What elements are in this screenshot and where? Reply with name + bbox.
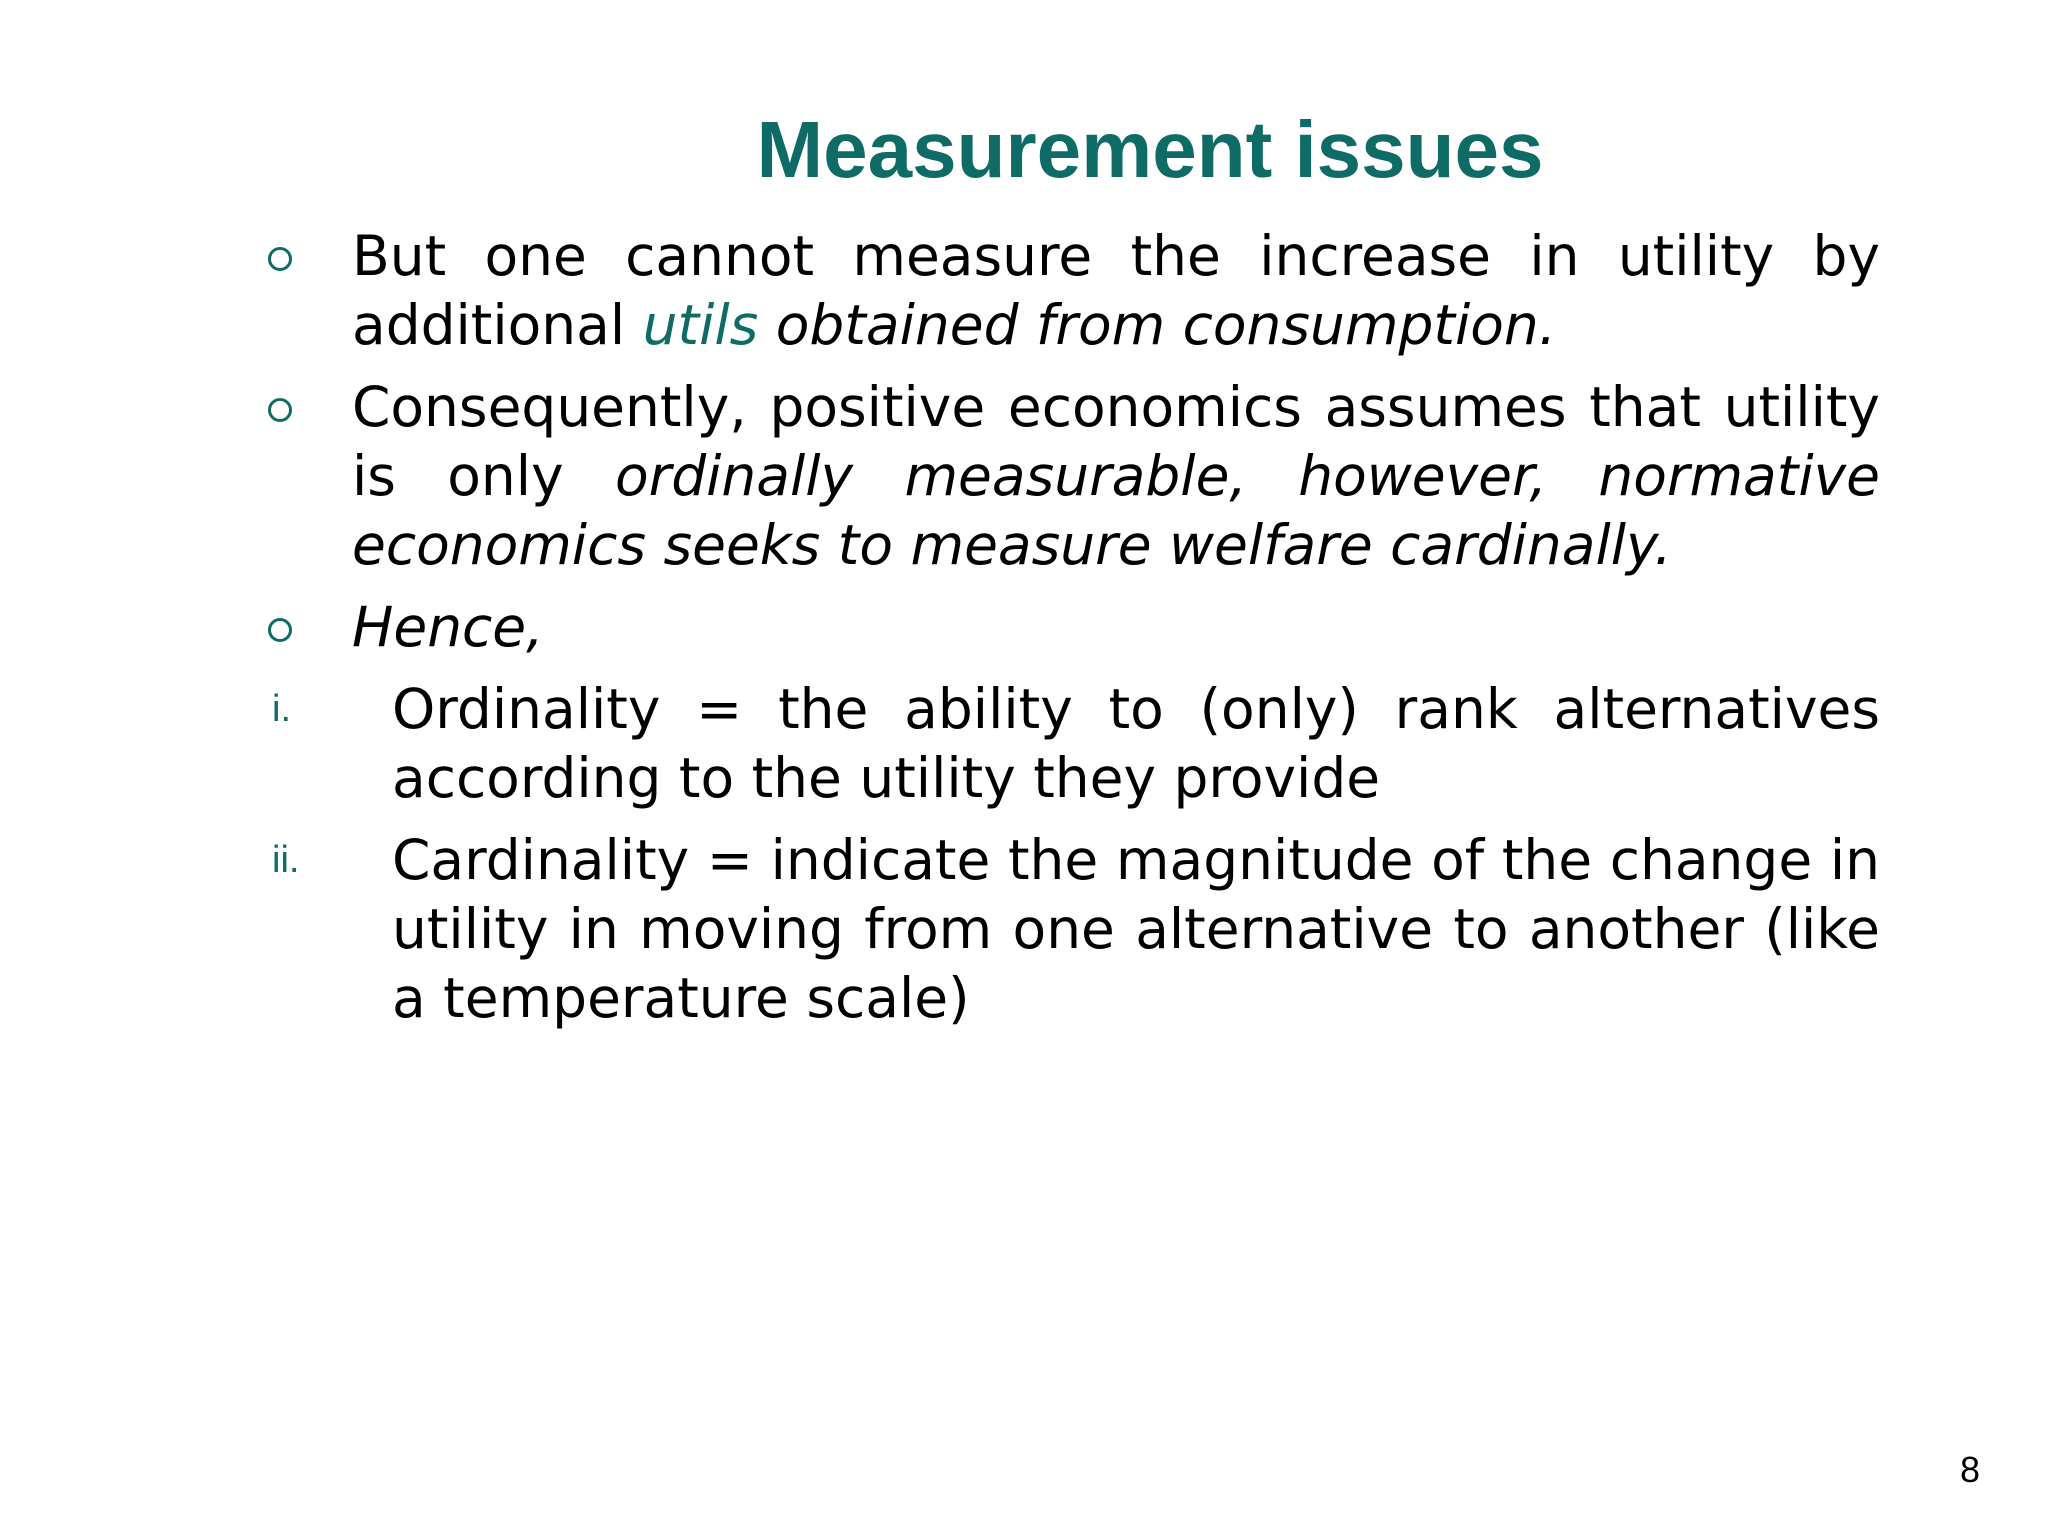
numbered-text: Ordinality = the ability to (only) rank alternatives according to the utility they provide xyxy=(392,677,1880,810)
numbered-item xyxy=(260,675,1880,813)
hollow-circle-bullet-icon xyxy=(268,398,292,422)
bullet-highlight-text: utils xyxy=(642,293,759,357)
slide-title: Measurement issues xyxy=(756,105,1544,194)
hollow-circle-bullet-icon xyxy=(268,247,292,271)
bullet-italic-text: Hence, xyxy=(352,595,544,659)
numbered-text: Cardinality = indicate the magnitude of the change in utility in moving from one alternative to another (like a temperature scale) xyxy=(392,828,1880,1030)
numbered-item xyxy=(260,826,1880,1033)
bullet-item xyxy=(260,593,1880,662)
bullet-item xyxy=(260,373,1880,580)
roman-numeral-marker: i. xyxy=(272,688,291,730)
page-number: 8 xyxy=(1959,1449,1980,1490)
slide-content xyxy=(260,222,1880,1046)
roman-numeral-marker: ii. xyxy=(272,839,300,881)
bullet-item xyxy=(260,222,1880,360)
bullet-italic-text: ordinally measurable, however, normative economics seeks to measure welfare cardinally. xyxy=(352,444,1880,577)
bullet-text: But one cannot measure the increase in utility by additional xyxy=(352,224,1880,357)
bullet-text: Consequently, positive economics assumes that utility is only xyxy=(352,375,1880,508)
bullet-italic-text: obtained from consumption. xyxy=(758,293,1557,357)
hollow-circle-bullet-icon xyxy=(268,618,292,642)
